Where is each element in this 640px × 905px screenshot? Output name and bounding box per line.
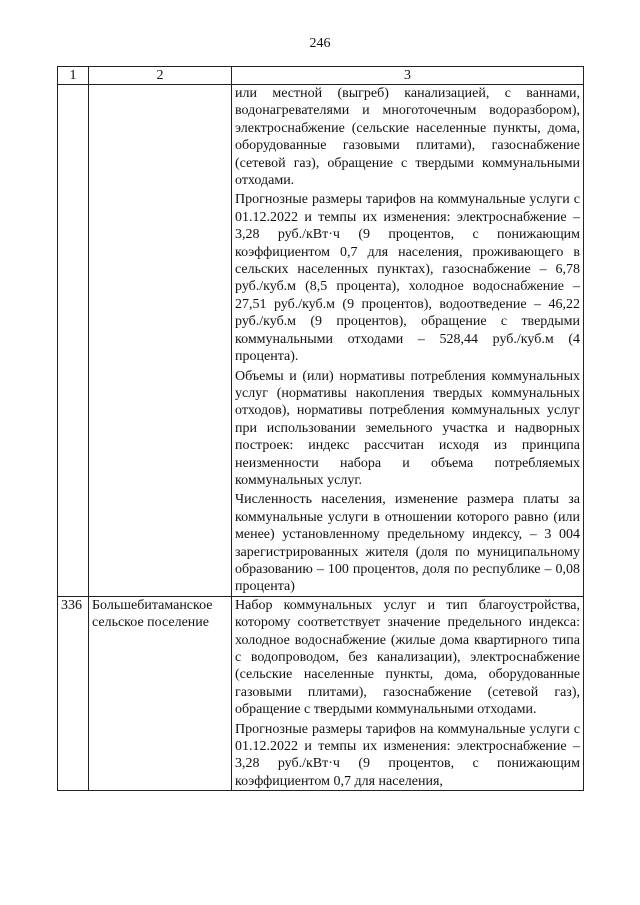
page-number: 246 — [309, 36, 331, 51]
header-col-3: 3 — [232, 67, 584, 85]
description-paragraph: Набор коммунальных услуг и тип благоустройства, которому соответствует значение предельного индекса: холодное водоснабжение (жилые дома квартирного типа с водопроводом, без канализации), электроснабжение (сельские населенные пункты, дома, оборудованные газовыми плитами), газоснабжение (сетевой газ), обращение с твердыми коммунальными отходами. — [235, 597, 580, 718]
table-row — [58, 596, 584, 790]
municipality-name: Большебитаманское сельское поселение — [89, 596, 232, 790]
header-col-2: 2 — [89, 67, 232, 85]
description-cell — [232, 596, 584, 790]
row-number: 336 — [58, 596, 89, 790]
description-paragraph: Объемы и (или) нормативы потребления коммунальных услуг (нормативы накопления твердых коммунальных отходов), нормативы потребления коммунальных услуг при использовании земельного участка и надворных построек: индекс рассчитан исходя из принципа неизменности набора и объема потребляемых коммунальных услуг. — [235, 368, 580, 488]
description-paragraph: Прогнозные размеры тарифов на коммунальные услуги с 01.12.2022 и темпы их изменения: электроснабжение – 3,28 руб./кВт·ч (9 процентов, с понижающим коэффициентом 0,7 для населения, проживающего в сельских населенных пунктах), газоснабжение – 6,78 руб./куб.м (8,5 процента), холодное водоснабжение – 27,51 руб./куб.м (9 процентов), водоотведение – 46,22 руб./куб.м (9 процентов), обращение с твердыми коммунальными отходами – 528,44 руб./куб.м (4 процента). — [235, 192, 580, 365]
description-paragraph: Численность населения, изменение размера платы за коммунальные услуги в отношении которого равно (или менее) установленному предельному индексу, – 3 004 зарегистрированных жителя (доля по муниципальному образованию – 100 процентов, доля по республике – 0,08 процента) — [235, 492, 580, 595]
row-number — [58, 85, 89, 597]
municipality-name — [89, 85, 232, 597]
table-row — [58, 85, 584, 597]
header-col-1: 1 — [58, 67, 89, 85]
description-cell — [232, 85, 584, 597]
tariff-table — [57, 66, 584, 791]
description-paragraph: Прогнозные размеры тарифов на коммунальные услуги с 01.12.2022 и темпы их изменения: электроснабжение – 3,28 руб./кВт·ч (9 процентов, с понижающим коэффициентом 0,7 для населения, — [235, 721, 580, 789]
table-header-row — [58, 67, 584, 85]
description-paragraph: или местной (выгреб) канализацией, с ваннами, водонагревателями и многоточечным водоразбором), электроснабжение (сельские населенные пункты, дома, оборудованные газовыми плитами), газоснабжение (сетевой газ), обращение с твердыми коммунальными отходами. — [235, 86, 580, 189]
